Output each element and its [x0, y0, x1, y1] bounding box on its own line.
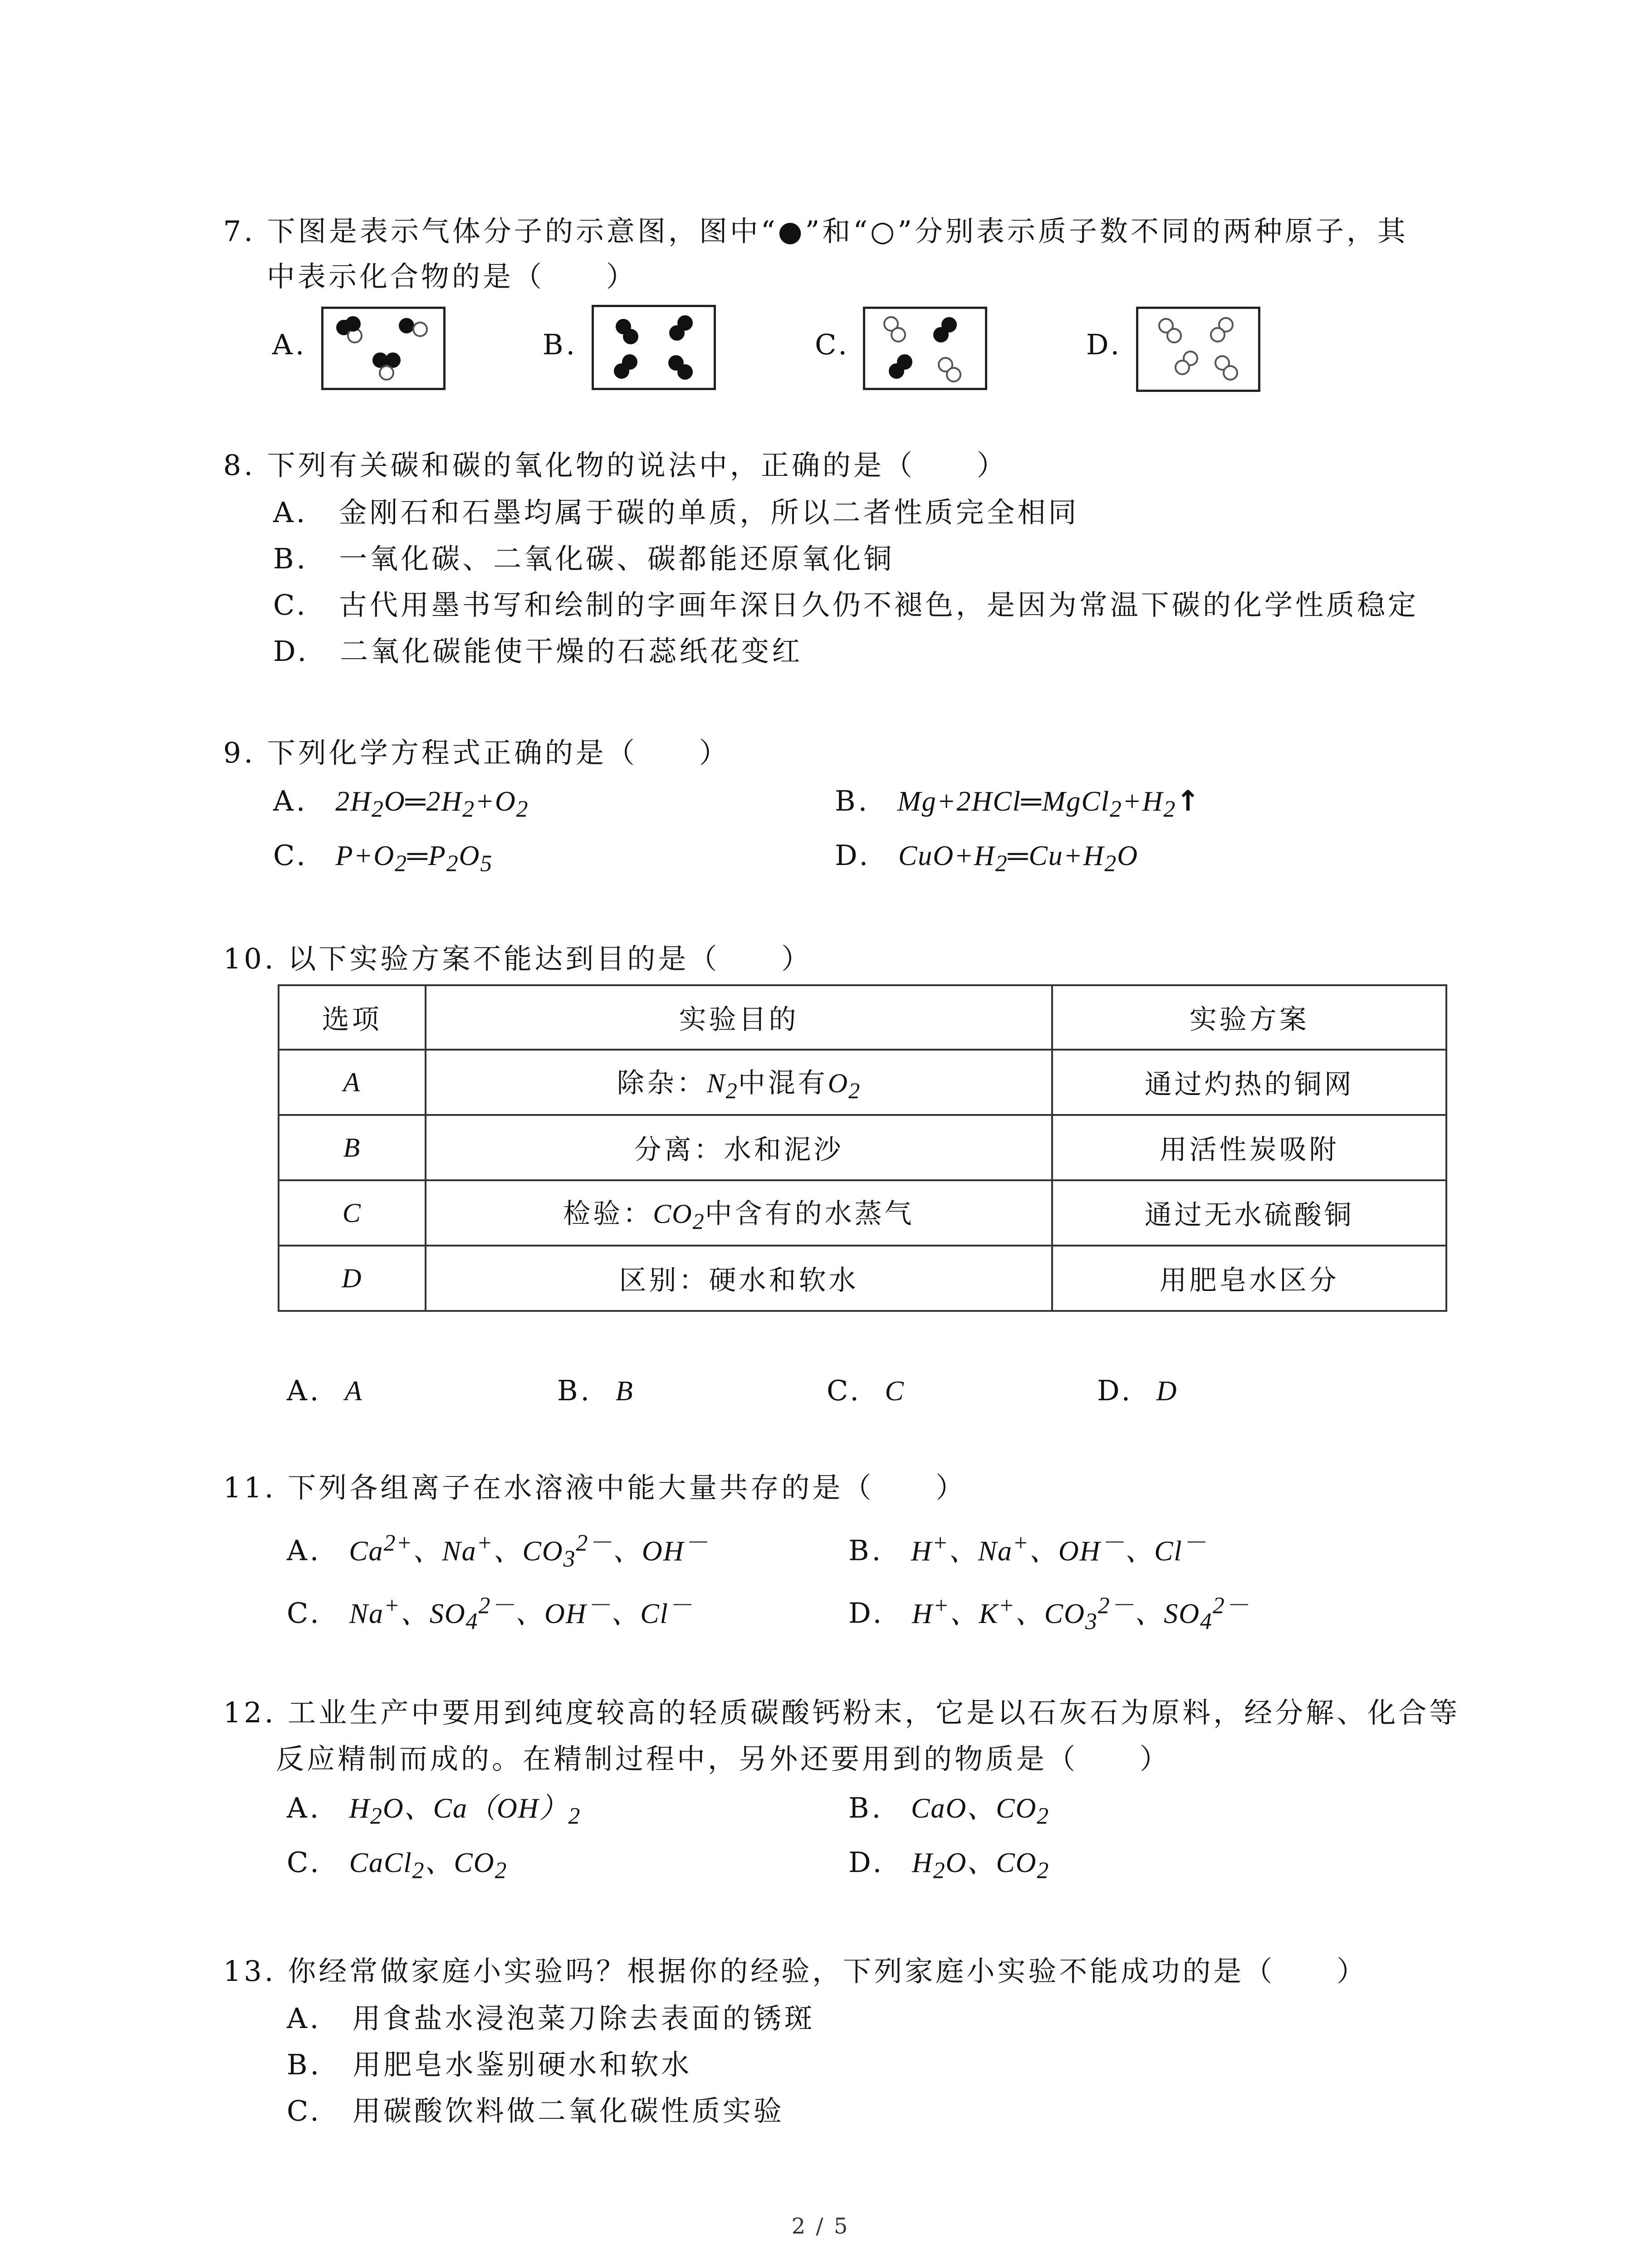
q10-answer-b: B. B: [557, 1374, 634, 1407]
q11-option-a: A. $Ca^{2+}$、Na+、$CO_3^{2-}$、OH－: [287, 1530, 709, 1572]
white-atom: [891, 327, 906, 342]
q9-option-a: A. $2H_2O═2H_2+O_2$: [273, 784, 529, 822]
row-purpose: 区别：硬水和软水: [426, 1246, 1053, 1311]
row-option: C: [279, 1180, 426, 1246]
q7-option-d-diagram: [1136, 307, 1260, 392]
q12-option-d: D. $H_2O$、$CO_2$: [848, 1846, 1050, 1884]
q10-table: [278, 984, 1447, 1312]
q8-option-a: A. 金刚石和石墨均属于碳的单质，所以二者性质完全相同: [273, 496, 1079, 529]
row-option: A: [279, 1050, 426, 1115]
white-atom: [1166, 328, 1182, 343]
q8-option-b: B. 一氧化碳、二氧化碳、碳都能还原氧化铜: [273, 542, 895, 575]
q12-stem-line2: 反应精制而成的。在精制过程中，另外还要用到的物质是（ ）: [276, 1742, 1171, 1775]
q7-stem-line1: 7. 下图是表示气体分子的示意图，图中“●”和“○”分别表示质子数不同的两种原子，其: [223, 215, 1408, 248]
black-atom: [889, 363, 904, 379]
q11-option-d: D. H+、K+、$CO_3^{2-}$、$SO_4^{2-}$: [848, 1593, 1250, 1635]
white-atom: [1175, 360, 1190, 375]
q7-option-d-label: D.: [1086, 328, 1122, 361]
q12-option-a: A. $H_2O$、$Ca(OH)_2$: [287, 1791, 581, 1829]
row-purpose: 分离：水和泥沙: [426, 1115, 1053, 1180]
header-plan: 实验方案: [1052, 985, 1446, 1050]
q9-option-d: D. $CuO+H_2═Cu+H_2O$: [835, 839, 1139, 877]
q10-answer-c: C. C: [827, 1374, 905, 1407]
white-atom: [1223, 365, 1238, 381]
q9-stem: 9. 下列化学方程式正确的是（ ）: [223, 736, 730, 769]
black-atom: [399, 318, 414, 333]
row-purpose: 检验：$CO_2$中含有的水蒸气: [426, 1180, 1053, 1246]
q7-option-b-diagram: [592, 305, 716, 390]
white-atom: [379, 365, 394, 381]
q10-answer-a: A. A: [287, 1374, 363, 1407]
q12-option-c: C. CaCl$_2$、$CO_2$: [287, 1846, 508, 1884]
q9-option-b: B. $Mg+2HCl═MgCl_2+H_2↑$: [835, 784, 1203, 822]
q7-option-a-label: A.: [272, 328, 307, 361]
row-plan: 用活性炭吸附: [1052, 1115, 1446, 1180]
white-atom: [1210, 327, 1225, 342]
header-purpose: 实验目的: [426, 985, 1053, 1050]
table-row: [279, 1115, 1446, 1180]
q11-option-b: B. H+、Na+、OH－、Cl－: [848, 1530, 1207, 1567]
header-option: 选项: [279, 985, 426, 1050]
black-atom: [933, 327, 949, 342]
q7-option-b-label: B.: [543, 328, 578, 361]
black-atom: [669, 325, 685, 341]
q12-stem-line1: 12. 工业生产中要用到纯度较高的轻质碳酸钙粉末，它是以石灰石为原料，经分解、化合等: [223, 1696, 1460, 1729]
row-option: D: [279, 1246, 426, 1311]
black-atom: [677, 364, 693, 380]
table-row: [279, 1246, 1446, 1311]
q7-option-a-diagram: [321, 307, 446, 390]
q11-stem: 11. 下列各组离子在水溶液中能大量共存的是（ ）: [223, 1471, 967, 1504]
row-plan: 通过灼热的铜网: [1052, 1050, 1446, 1115]
table-row: [279, 1180, 1446, 1246]
white-atom: [946, 367, 961, 382]
q8-stem: 8. 下列有关碳和碳的氧化物的说法中，正确的是（ ）: [223, 449, 1008, 482]
q13-option-a: A. 用食盐水浸泡菜刀除去表面的锈斑: [287, 2002, 815, 2035]
q8-option-c: C. 古代用墨书写和绘制的字画年深日久仍不褪色，是因为常温下碳的化学性质稳定: [273, 588, 1419, 621]
page-number: 2 / 5: [791, 2214, 850, 2239]
black-atom: [345, 316, 361, 332]
black-atom: [623, 329, 638, 344]
table-header-row: [279, 985, 1446, 1050]
white-atom: [412, 322, 428, 337]
row-purpose: 除杂：$N_2$中混有$O_2$: [426, 1050, 1053, 1115]
q13-stem: 13. 你经常做家庭小实验吗？根据你的经验，下列家庭小实验不能成功的是（ ）: [223, 1955, 1368, 1988]
table-row: [279, 1050, 1446, 1115]
q11-option-c: C. Na+、$SO_4^{2-}$、OH－、Cl－: [287, 1593, 693, 1635]
q10-stem: 10. 以下实验方案不能达到目的是（ ）: [223, 942, 813, 975]
q12-option-b: B. CaO、$CO_2$: [848, 1791, 1050, 1829]
q10-answer-d: D. D: [1097, 1374, 1178, 1407]
q7-option-c-label: C.: [815, 328, 850, 361]
q7-option-c-diagram: [863, 307, 987, 390]
row-plan: 通过无水硫酸铜: [1052, 1180, 1446, 1246]
q8-option-d: D. 二氧化碳能使干燥的石蕊纸花变红: [273, 635, 803, 668]
row-plan: 用肥皂水区分: [1052, 1246, 1446, 1311]
q9-option-c: C. $P+O_2═P_2O_5$: [273, 839, 493, 877]
black-atom: [614, 363, 629, 379]
q13-option-c: C. 用碳酸饮料做二氧化碳性质实验: [287, 2094, 784, 2127]
q13-option-b: B. 用肥皂水鉴别硬水和软水: [287, 2048, 692, 2081]
row-option: B: [279, 1115, 426, 1180]
q7-stem-line2: 中表示化合物的是（ ）: [267, 260, 637, 293]
